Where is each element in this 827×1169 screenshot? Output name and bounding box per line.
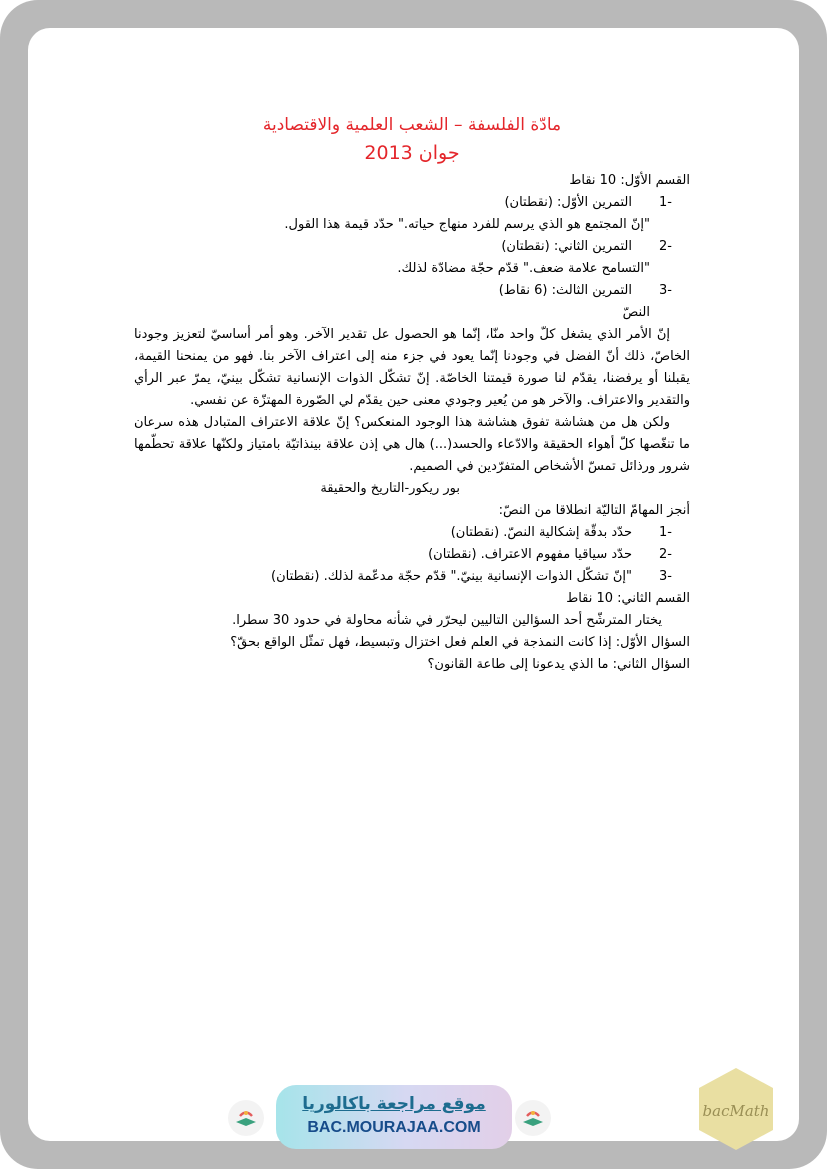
part1-heading: القسم الأوّل: 10 نقاط (569, 173, 690, 188)
task-3-text: "إنّ تشكّل الذوات الإنسانية بينيّ." قدّم حجّة مدعّمة لذلك. (نقطتان) (271, 569, 632, 584)
exercise-3-number: -3 (659, 283, 672, 298)
task-1 (134, 522, 690, 544)
exercise-3-label: التمرين الثالث: (6 نقاط) (498, 283, 632, 298)
task-2 (134, 544, 690, 566)
exam-title: مادّة الفلسفة – الشعب العلمية والاقتصادية (262, 115, 562, 135)
part2-instruction: يختار المترشّح أحد السؤالين التاليين ليحرّر في شأنه محاولة في حدود 30 سطرا. (232, 613, 662, 628)
task-1-number: -1 (659, 525, 672, 540)
exercise-1 (134, 192, 690, 214)
exercise-1-body: "إنّ المجتمع هو الذي يرسم للفرد منهاج حياته." حدّد قيمة هذا القول. (284, 217, 650, 232)
task-2-number: -2 (659, 547, 672, 562)
exercise-1-label: التمرين الأوّل: (نقطتان) (504, 195, 632, 210)
hexagon-badge-icon (693, 1066, 779, 1152)
badge-text: bacMath (702, 1102, 770, 1120)
bacmath-badge (693, 1066, 779, 1152)
exercise-1-number: -1 (659, 195, 672, 210)
text-paragraph-1: إنّ الأمر الذي يشغل كلّ واحد منّا، إنّما هو الحصول عل تقدير الآخر. وهو أمر أساسيّ لتعزيز وجودنا الخاصّ، ذلك أنّ الفضل في وجودنا إنّما يعود في جزء منه إلى اعتراف الآخر بنا. فهو من يمنحنا القيمة، يقبلنا أو يرفضنا، يقدّم لنا صورة قيمتنا الخاصّة. إنّ تشكّل الذوات الإنسانية تشكّل بينيّ، يمرّ عبر الرأي والتقدير والاعتراف. والآخر هو من يُعير وجودي معنى حين يقدّم لي الصّورة المهتزّة عن نفسي. (134, 327, 690, 408)
tasks-intro: أنجز المهامّ التاليّة انطلاقا من النصّ: (498, 503, 690, 518)
exam-date: جوان 2013 (364, 142, 460, 164)
part2-heading: القسم الثاني: 10 نقاط (566, 591, 690, 606)
task-3-number: -3 (659, 569, 672, 584)
exercise-2 (134, 236, 690, 258)
task-3 (134, 566, 690, 588)
exercise-2-body: "التسامح علامة ضعف." قدّم حجّة مضادّة لذلك. (397, 261, 650, 276)
task-2-text: حدّد سياقيا مفهوم الاعتراف. (نقطتان) (428, 547, 632, 562)
book-icon (228, 1100, 264, 1136)
question-2: السؤال الثاني: ما الذي يدعونا إلى طاعة القانون؟ (427, 657, 690, 672)
exercise-2-label: التمرين الثاني: (نقطتان) (501, 239, 632, 254)
site-url[interactable]: BAC.MOURAJAA.COM (307, 1119, 481, 1136)
text-author: بور ريكور-التاريخ والحقيقة (320, 481, 460, 496)
book-icon (515, 1100, 551, 1136)
task-1-text: حدّد بدقّة إشكالية النصّ. (نقطتان) (450, 525, 632, 540)
site-logo-left (228, 1100, 264, 1136)
site-name-arabic[interactable]: موقع مراجعة باكالوريا (302, 1094, 486, 1114)
exercise-2-number: -2 (659, 239, 672, 254)
site-logo-right (515, 1100, 551, 1136)
question-1: السؤال الأوّل: إذا كانت النمذجة في العلم فعل اختزال وتبسيط، فهل تمثّل الواقع بحقّ؟ (230, 635, 690, 650)
site-link-banner[interactable] (276, 1085, 512, 1149)
exercise-3 (134, 280, 690, 302)
text-paragraph-2: ولكن هل من هشاشة تفوق هشاشة هذا الوجود المنعكس؟ إنّ علاقة الاعتراف المتبادل هذه سرعان ما تنغّصها كلّ أهواء الحقيقة والادّعاء والحسد(...) هال هي إذن علاقة بينذاتيّة بامتياز ولكنّها علاقة تحطّمها شرور ورذائل تمسّ الأشخاص المتفرّدين في الصميم. (134, 415, 690, 474)
exam-document (134, 112, 690, 676)
text-label: النصّ (622, 305, 650, 320)
